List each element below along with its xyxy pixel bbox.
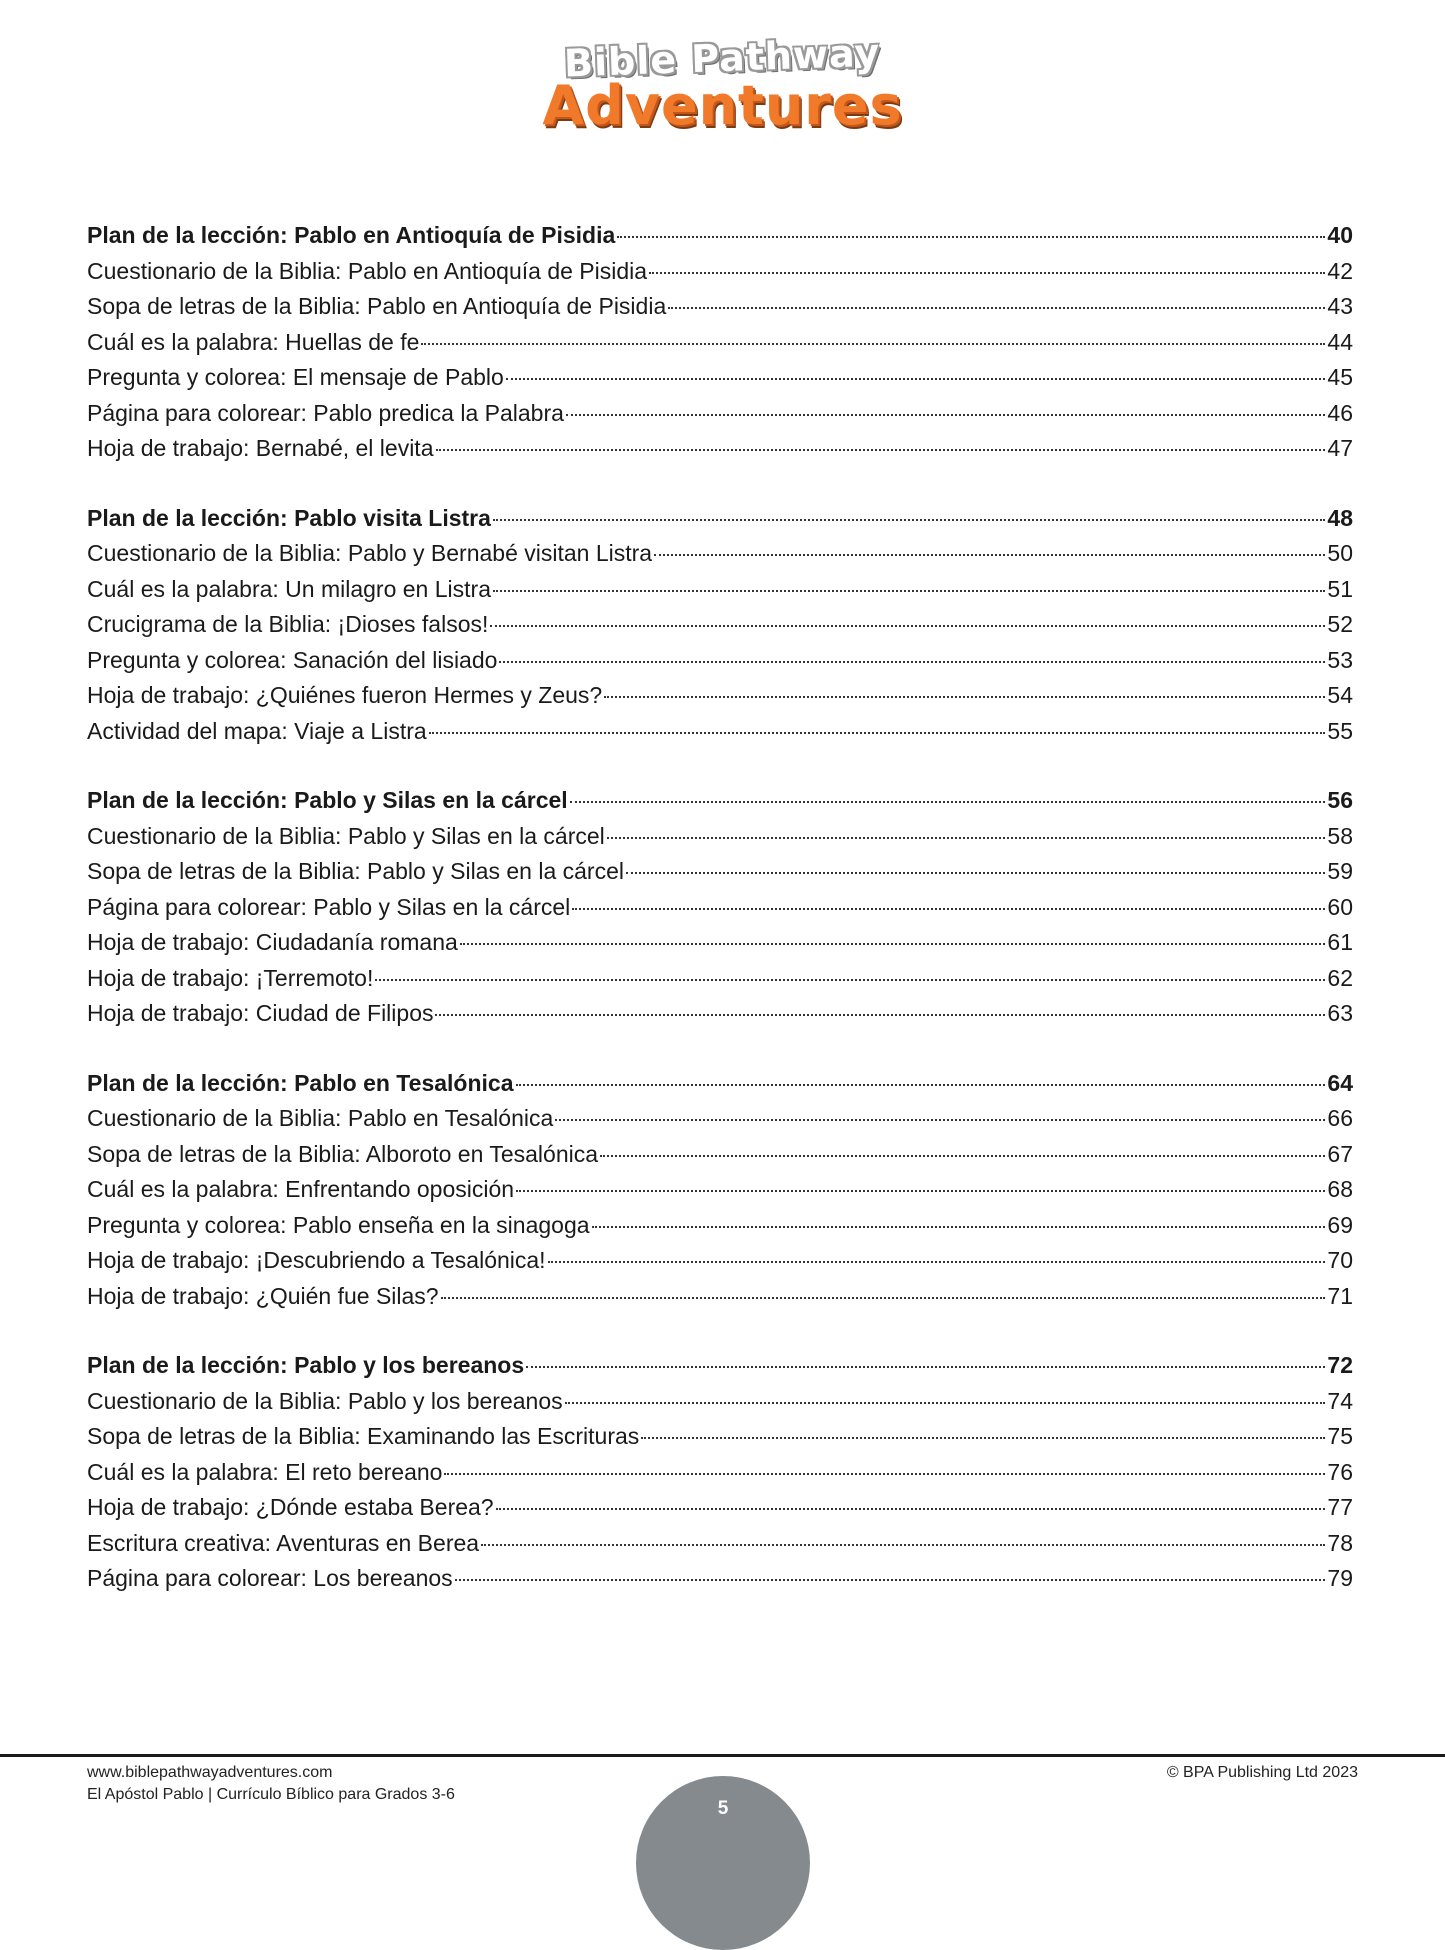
footer-subtitle: El Apóstol Pablo | Currículo Bíblico para Grados 3-6 [87, 1786, 455, 1803]
toc-entry[interactable] [87, 431, 1353, 467]
toc-section-heading[interactable] [87, 218, 1353, 254]
dot-leader [555, 1119, 1325, 1121]
toc-entry-page: 52 [1327, 611, 1353, 637]
toc-section-heading[interactable] [87, 783, 1353, 819]
dot-leader [607, 837, 1326, 839]
toc-entry-title: Pregunta y colorea: Sanación del lisiado [87, 646, 498, 673]
toc-entry-page: 77 [1327, 1494, 1353, 1520]
dot-leader [570, 801, 1326, 803]
toc-entry-page: 61 [1327, 929, 1353, 955]
toc-entry[interactable] [87, 890, 1353, 926]
toc-entry-page: 42 [1327, 257, 1353, 284]
toc-entry-page: 67 [1327, 1140, 1353, 1167]
toc-entry[interactable] [87, 714, 1353, 750]
toc-entry[interactable] [87, 325, 1353, 361]
toc-entry[interactable] [87, 643, 1353, 679]
dot-leader [572, 908, 1325, 910]
toc-entry-title: Pregunta y colorea: El mensaje de Pablo [87, 364, 504, 390]
dot-leader [441, 1297, 1326, 1299]
dot-leader [436, 449, 1326, 451]
dot-leader [566, 414, 1325, 416]
footer-copyright: © BPA Publishing Ltd 2023 [1166, 1764, 1358, 1781]
toc-entry-title: Pregunta y colorea: Pablo enseña en la sinagoga [87, 1211, 590, 1238]
toc-entry[interactable] [87, 1243, 1353, 1279]
toc-entry-title: Página para colorear: Los bereanos [87, 1565, 453, 1591]
toc-entry-page: 59 [1327, 858, 1353, 884]
footer-left [87, 1762, 455, 1806]
page-number: 5 [717, 1798, 729, 1819]
toc-entry-page: 75 [1327, 1423, 1353, 1449]
toc-section [87, 218, 1353, 467]
table-of-contents [87, 218, 1353, 1631]
footer-divider [0, 1754, 1445, 1757]
toc-entry[interactable] [87, 572, 1353, 608]
dot-leader [516, 1190, 1325, 1192]
toc-entry-title: Hoja de trabajo: Ciudadanía romana [87, 929, 458, 955]
dot-leader [526, 1366, 1325, 1368]
dot-leader [444, 1473, 1325, 1475]
toc-entry-page: 48 [1327, 504, 1353, 531]
toc-entry-title: Plan de la lección: Pablo en Antioquía de Pisidia [87, 222, 616, 248]
dot-leader [460, 943, 1326, 945]
toc-entry-page: 43 [1327, 293, 1353, 319]
toc-entry-title: Hoja de trabajo: ¿Dónde estaba Berea? [87, 1494, 494, 1520]
toc-entry-title: Hoja de trabajo: Bernabé, el levita [87, 435, 434, 461]
toc-entry[interactable] [87, 1526, 1353, 1562]
toc-section [87, 501, 1353, 750]
toc-entry-title: Cuestionario de la Biblia: Pablo y Bernabé visitan Listra [87, 540, 653, 566]
dot-leader [493, 519, 1325, 521]
toc-entry[interactable] [87, 1455, 1353, 1491]
dot-leader [499, 661, 1325, 663]
footer-website[interactable]: www.biblepathwayadventures.com [87, 1764, 333, 1781]
toc-entry-title: Sopa de letras de la Biblia: Pablo y Silas en la cárcel [87, 858, 624, 884]
dot-leader [375, 979, 1325, 981]
toc-entry[interactable] [87, 289, 1353, 325]
toc-entry-page: 76 [1327, 1458, 1353, 1485]
toc-section [87, 783, 1353, 1032]
toc-entry-title: Plan de la lección: Pablo y Silas en la cárcel [87, 787, 568, 813]
toc-entry[interactable] [87, 996, 1353, 1032]
toc-entry-title: Sopa de letras de la Biblia: Pablo en Antioquía de Pisidia [87, 293, 667, 319]
toc-entry-page: 44 [1327, 328, 1353, 355]
toc-entry-page: 53 [1327, 646, 1353, 673]
dot-leader [600, 1155, 1325, 1157]
toc-entry-page: 71 [1327, 1282, 1353, 1309]
toc-entry[interactable] [87, 254, 1353, 290]
toc-entry-page: 55 [1327, 717, 1353, 744]
dot-leader [654, 554, 1325, 556]
toc-entry-title: Cuestionario de la Biblia: Pablo en Tesalónica [87, 1105, 554, 1131]
toc-entry[interactable] [87, 819, 1353, 855]
toc-entry-page: 79 [1327, 1565, 1353, 1591]
toc-entry-page: 58 [1327, 822, 1353, 849]
toc-entry[interactable] [87, 1384, 1353, 1420]
toc-entry[interactable] [87, 1208, 1353, 1244]
toc-entry-title: Plan de la lección: Pablo en Tesalónica [87, 1069, 514, 1096]
toc-entry-title: Sopa de letras de la Biblia: Alboroto en Tesalónica [87, 1140, 599, 1167]
dot-leader [496, 1508, 1326, 1510]
toc-entry-title: Cuál es la palabra: Un milagro en Listra [87, 575, 491, 602]
toc-entry[interactable] [87, 1561, 1353, 1597]
toc-entry-title: Escritura creativa: Aventuras en Berea [87, 1529, 480, 1556]
toc-entry-page: 70 [1327, 1247, 1353, 1273]
dot-leader [435, 1014, 1325, 1016]
toc-entry-page: 64 [1327, 1069, 1353, 1096]
toc-entry[interactable] [87, 536, 1353, 572]
toc-entry[interactable] [87, 1101, 1353, 1137]
toc-entry-page: 40 [1327, 222, 1353, 248]
toc-entry-title: Actividad del mapa: Viaje a Listra [87, 717, 427, 744]
toc-entry[interactable] [87, 1172, 1353, 1208]
toc-section-heading[interactable] [87, 501, 1353, 537]
toc-entry-page: 63 [1327, 1000, 1353, 1026]
toc-section [87, 1348, 1353, 1597]
toc-entry-title: Hoja de trabajo: Ciudad de Filipos [87, 1000, 434, 1026]
toc-entry-title: Página para colorear: Pablo y Silas en la cárcel [87, 893, 571, 920]
toc-entry-page: 78 [1327, 1529, 1353, 1556]
dot-leader [516, 1084, 1326, 1086]
toc-entry[interactable] [87, 678, 1353, 714]
toc-entry-title: Cuestionario de la Biblia: Pablo y Silas en la cárcel [87, 822, 605, 849]
toc-entry-title: Crucigrama de la Biblia: ¡Dioses falsos! [87, 611, 489, 637]
toc-entry-page: 72 [1327, 1352, 1353, 1378]
toc-entry-title: Cuál es la palabra: Enfrentando oposición [87, 1176, 515, 1202]
toc-entry[interactable] [87, 1419, 1353, 1455]
toc-entry-title: Hoja de trabajo: ¿Quién fue Silas? [87, 1282, 439, 1309]
dot-leader [490, 625, 1325, 627]
toc-entry-title: Hoja de trabajo: ¿Quiénes fueron Hermes y Zeus? [87, 682, 603, 708]
toc-entry-page: 51 [1327, 575, 1353, 602]
toc-section [87, 1066, 1353, 1315]
dot-leader [421, 343, 1325, 345]
dot-leader [604, 696, 1325, 698]
dot-leader [506, 378, 1326, 380]
toc-entry[interactable] [87, 396, 1353, 432]
logo-line-1: Bible Pathway [563, 30, 882, 86]
toc-entry-title: Página para colorear: Pablo predica la Palabra [87, 399, 564, 426]
toc-entry-title: Plan de la lección: Pablo y los bereanos [87, 1352, 525, 1378]
dot-leader [565, 1402, 1326, 1404]
toc-entry[interactable] [87, 1279, 1353, 1315]
dot-leader [455, 1579, 1326, 1581]
toc-entry[interactable] [87, 961, 1353, 997]
toc-entry-page: 62 [1327, 964, 1353, 991]
toc-section-heading[interactable] [87, 1348, 1353, 1384]
toc-section-heading[interactable] [87, 1066, 1353, 1102]
toc-entry-page: 47 [1327, 435, 1353, 461]
toc-entry[interactable] [87, 360, 1353, 396]
toc-entry-title: Sopa de letras de la Biblia: Examinando las Escrituras [87, 1423, 640, 1449]
toc-entry-page: 50 [1327, 540, 1353, 566]
toc-entry[interactable] [87, 1137, 1353, 1173]
toc-entry[interactable] [87, 1490, 1353, 1526]
toc-entry-title: Hoja de trabajo: ¡Terremoto! [87, 964, 374, 991]
dot-leader [592, 1226, 1326, 1228]
dot-leader [548, 1261, 1326, 1263]
dot-leader [649, 272, 1325, 274]
dot-leader [626, 872, 1325, 874]
toc-entry-page: 66 [1327, 1105, 1353, 1131]
dot-leader [481, 1544, 1325, 1546]
toc-entry-page: 56 [1327, 787, 1353, 813]
toc-entry[interactable] [87, 607, 1353, 643]
toc-entry-title: Cuestionario de la Biblia: Pablo en Antioquía de Pisidia [87, 257, 648, 284]
toc-entry-page: 68 [1327, 1176, 1353, 1202]
logo-line-2: Adventures [542, 74, 903, 137]
dot-leader [641, 1437, 1325, 1439]
dot-leader [429, 732, 1326, 734]
toc-entry-page: 45 [1327, 364, 1353, 390]
dot-leader [668, 307, 1325, 309]
toc-entry-title: Cuál es la palabra: Huellas de fe [87, 328, 420, 355]
toc-entry[interactable] [87, 854, 1353, 890]
toc-entry-title: Cuestionario de la Biblia: Pablo y los bereanos [87, 1387, 563, 1414]
dot-leader [493, 590, 1325, 592]
toc-entry-title: Plan de la lección: Pablo visita Listra [87, 504, 491, 531]
toc-entry-page: 46 [1327, 399, 1353, 426]
toc-entry-page: 74 [1327, 1387, 1353, 1414]
toc-entry-page: 54 [1327, 682, 1353, 708]
dot-leader [617, 236, 1325, 238]
toc-entry-page: 69 [1327, 1211, 1353, 1238]
logo [0, 30, 1445, 137]
toc-entry[interactable] [87, 925, 1353, 961]
toc-entry-title: Cuál es la palabra: El reto bereano [87, 1458, 443, 1485]
toc-entry-title: Hoja de trabajo: ¡Descubriendo a Tesalónica! [87, 1247, 546, 1273]
toc-entry-page: 60 [1327, 893, 1353, 920]
